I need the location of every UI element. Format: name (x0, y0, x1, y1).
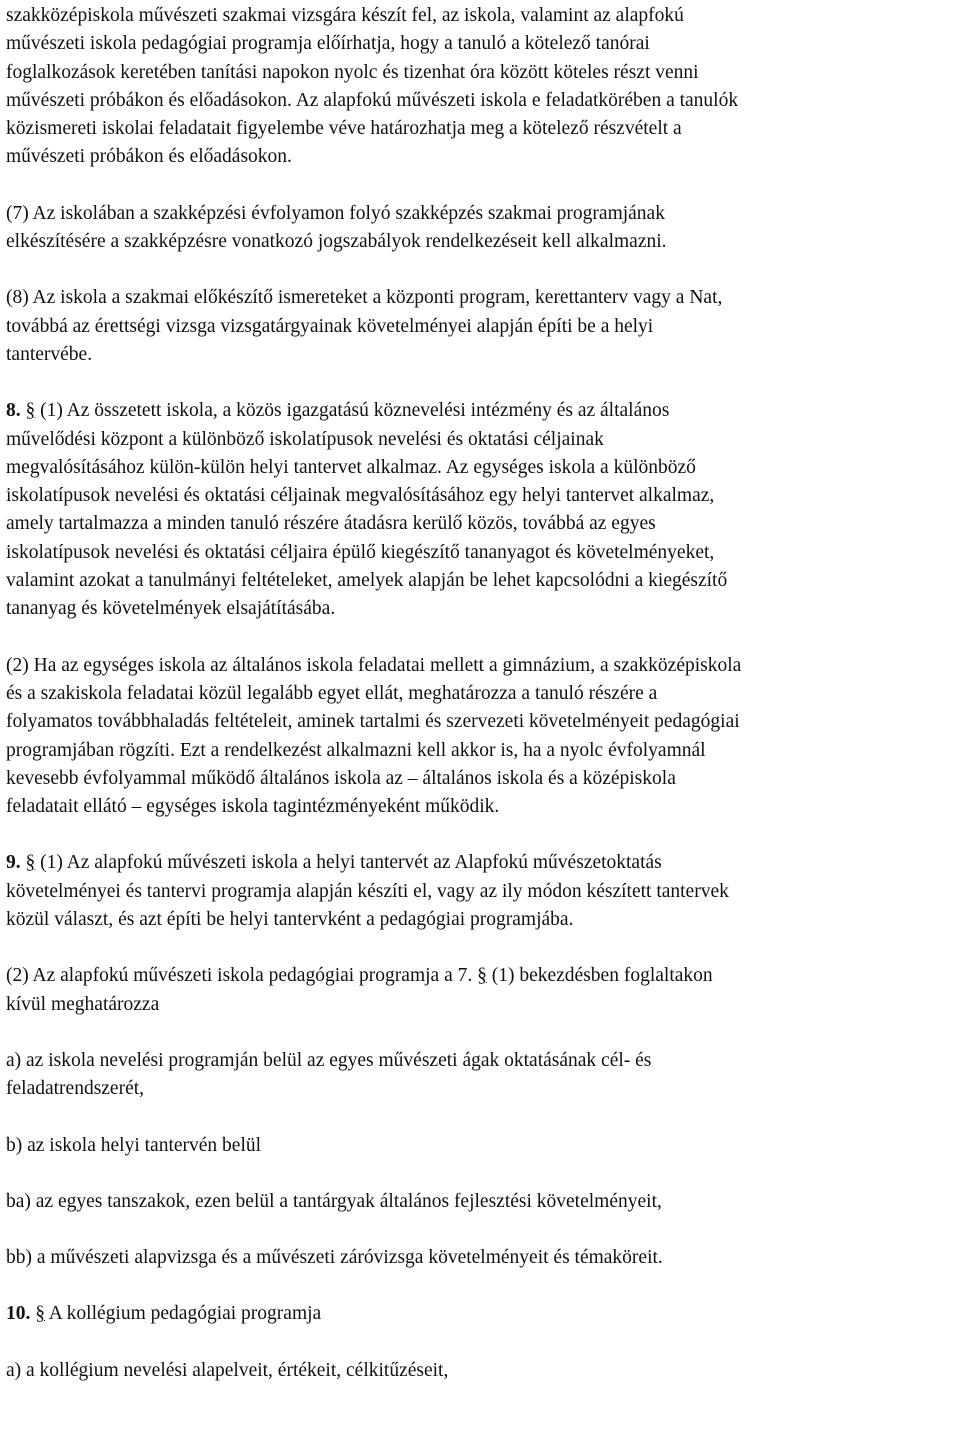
section-9-paragraph-2 (6, 962, 954, 1019)
list-item-b: b) az iskola helyi tantervén belül (6, 1134, 262, 1156)
section-8-paragraph-1 (6, 397, 954, 623)
list-item-ba: ba) az egyes tanszakok, ezen belül a tantárgyak általános fejlesztési követelményeit, (6, 1190, 662, 1212)
list-item-bb: bb) a művészeti alapvizsga és a művészeti záróvizsga követelményeit és témaköreit. (6, 1247, 663, 1269)
section-10-heading (6, 1300, 954, 1328)
section-9-number: 9. (6, 852, 21, 874)
paragraph-7: (7) Az iskolában a szakképzési évfolyamon folyó szakképzés szakmai programjának elkészítésére a szakképzésre vonatkozó jogszabályok rendelkezéseit kell alkalmazni. (6, 202, 667, 253)
section-9-symbol-link[interactable]: § (25, 852, 36, 874)
section-8-text: (1) Az összetett iskola, a közös igazgatású köznevelési intézmény és az általános művelődési központ a különböző iskolatípusok nevelési és oktatási céljainak megvalósításához külön-külön helyi tantervet alkalmaz. Az egységes iskola a különböző iskolatípusok nevelési és oktatási céljainak megvalósításához egy helyi tantervet alkalmaz, amely tartalmazza a minden tanuló részére átadásra kerülő közös, továbbá az egyes iskolatípusok nevelési és oktatási céljaira épülő kiegészítő tananyagot és követelményeket, valamint azokat a tanulmányi feltételeket, amelyek alapján be lehet kapcsolódni a kiegészítő tananyag és követelmények elsajátításába. (6, 400, 728, 620)
section-8-number: 8. (6, 400, 21, 422)
paragraph-continuation: szakközépiskola művészeti szakmai vizsgára készít fel, az iskola, valamint az alapfokú művészeti iskola pedagógiai programja előírhatja, hogy a tanuló a kötelező tanórai foglalkozások keretében tanítási napokon nyolc és tizenhat óra között köteles részt venni művészeti próbákon és előadásokon. Az alapfokú művészeti iskola e feladatkörében a tanulók közismereti iskolai feladatait figyelembe véve határozhatja meg a kötelező részvételt a művészeti próbákon és előadásokon. (6, 5, 739, 168)
section-9-paragraph-1 (6, 849, 954, 934)
section-7-reference-symbol-link[interactable]: § (477, 965, 487, 987)
section-10-symbol-link[interactable]: § (35, 1303, 45, 1325)
document-page (0, 2, 960, 1432)
section-8-paragraph-2: (2) Ha az egységes iskola az általános iskola feladatai mellett a gimnázium, a szakközépiskola és a szakiskola feladatai közül legalább egyet ellát, meghatározza a tanuló részére a folyamatos továbbhaladás feltételeit, aminek tartalmi és szervezeti követelményeit pedagógiai programjában rögzíti. Ezt a rendelkezést alkalmazni kell akkor is, ha a nyolc évfolyamnál kevesebb évfolyammal működő általános iskola az – általános iskola és a középiskola feladatait ellátó – egységes iskola tagintézményeként működik. (6, 654, 742, 818)
section-10-number: 10. (6, 1303, 31, 1325)
section-9-p2-after: (1) bekezdésben foglaltakon kívül meghatározza (6, 965, 713, 1015)
list-item-a: a) az iskola nevelési programján belül az egyes művészeti ágak oktatásának cél- és feladatrendszerét, (6, 1049, 652, 1100)
section-8-symbol-link[interactable]: § (25, 400, 36, 422)
paragraph-8: (8) Az iskola a szakmai előkészítő ismereteket a központi program, kerettanterv vagy a Nat, továbbá az érettségi vizsga vizsgatárgyainak követelményei alapján építi be a helyi tantervébe. (6, 287, 723, 365)
section-9-p2-before: (2) Az alapfokú művészeti iskola pedagógiai programja a 7. (6, 965, 478, 987)
section-10-text: A kollégium pedagógiai programja (45, 1303, 322, 1325)
section-9-text: (1) Az alapfokú művészeti iskola a helyi tantervét az Alapfokú művészetoktatás követelményei és tantervi programja alapján készíti el, vagy az ily módon készített tantervek közül választ, és azt építi be helyi tantervként a pedagógiai programjába. (6, 852, 729, 931)
section-10-item-a: a) a kollégium nevelési alapelveit, értékeit, célkitűzéseit, (6, 1359, 449, 1381)
